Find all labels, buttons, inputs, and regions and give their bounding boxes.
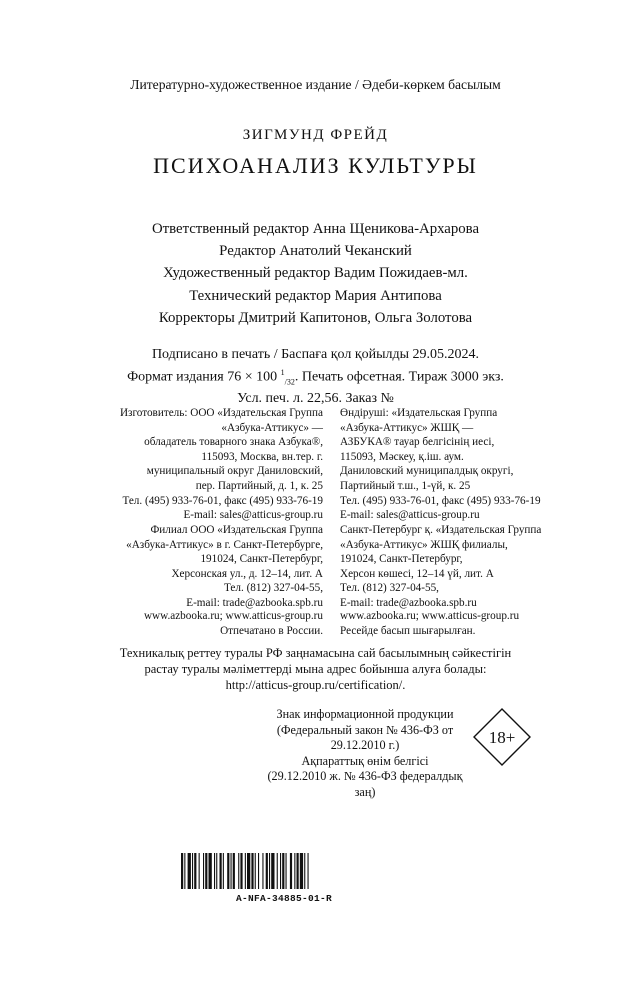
- barcode-bar: [220, 853, 222, 889]
- publisher-ru-line: Изготовитель: ООО «Издательская Группа: [119, 407, 323, 419]
- signed-line: Подписано в печать / Баспаға қол қойылды 29.05.2024.: [151, 347, 480, 362]
- tech-reg-line: растау туралы мәліметтерді мына адрес бойынша алуға болады:: [144, 661, 487, 676]
- barcode-bar: [194, 853, 196, 889]
- publisher-ru-line: E-mail: sales@atticus-group.ru: [183, 509, 323, 522]
- branch-ru-line: Тел. (812) 327-04-55,: [224, 582, 323, 595]
- barcode: [181, 853, 387, 889]
- info-sign-line: Знак информационной продукции: [276, 707, 454, 721]
- credit-line: Художественный редактор Вадим Пожидаев-мл.: [163, 265, 468, 282]
- credit-line: Технический редактор Мария Антипова: [189, 287, 442, 304]
- branch-kz-line: «Азбука-Аттикус» ЖШҚ филиалы,: [340, 538, 508, 551]
- branch-ru-line: Филиал ООО «Издательская Группа: [150, 524, 323, 536]
- credits-block: [0, 218, 631, 329]
- branch-ru-line: «Азбука-Аттикус» в г. Санкт-Петербурге,: [126, 538, 323, 551]
- barcode-bar: [290, 853, 292, 889]
- barcode-bar: [271, 853, 274, 889]
- barcode-bar: [304, 853, 305, 889]
- credit-line: Корректоры Дмитрий Капитонов, Ольга Золотова: [158, 309, 473, 326]
- barcode-bar: [245, 853, 246, 889]
- barcode-bar: [181, 853, 183, 889]
- web-ru: [83, 609, 323, 638]
- publisher-kz-line: 115093, Мәскеу, қ.іш. аум.: [340, 450, 464, 463]
- publisher-kz-line: «Азбука-Аттикус» ЖШҚ —: [340, 421, 474, 434]
- format-den: /32: [284, 376, 295, 386]
- format-line: [0, 364, 631, 391]
- certification-link[interactable]: http://atticus-group.ru/certification/.: [225, 677, 406, 692]
- barcode-bar: [199, 853, 200, 889]
- tech-regulation: [0, 646, 631, 693]
- branch-kz-line: Санкт-Петербург қ. «Издательская Группа: [340, 524, 542, 536]
- web-kz-line: www.azbooka.ru; www.atticus-group.ru: [340, 610, 520, 622]
- format-num: 1: [280, 367, 285, 377]
- format-post: . Печать офсетная. Тираж 3000 экз.: [294, 369, 504, 385]
- barcode-bar: [214, 853, 215, 889]
- barcode-bar: [297, 853, 299, 889]
- age-rating-badge: [472, 707, 532, 767]
- publisher-ru-line: 115093, Москва, вн.тер. г.: [201, 450, 323, 463]
- web-ru-line: Отпечатано в России.: [220, 624, 323, 637]
- tech-reg-line: Техникалық реттеу туралы РФ заңнамасына сай басылымның сәйкестігін: [119, 646, 512, 660]
- barcode-bar: [308, 853, 309, 889]
- branch-kz-line: Тел. (812) 327-04-55,: [340, 582, 439, 595]
- book-title: ПСИХОАНАЛИЗ КУЛЬТУРЫ: [153, 153, 478, 178]
- publisher-kz-line: АЗБУКА® тауар белгісінің иесі,: [340, 436, 495, 449]
- barcode-bar: [251, 853, 253, 889]
- barcode-bars: [181, 853, 309, 889]
- age-rating-text: 18+: [488, 728, 516, 747]
- credit-line: Ответственный редактор Анна Щеникова-Архарова: [151, 221, 480, 237]
- barcode-bar: [247, 853, 250, 889]
- barcode-bar: [286, 853, 287, 889]
- barcode-bar: [238, 853, 239, 889]
- info-sign-line: (29.12.2010 ж. № 436-ФЗ федералдық заң): [267, 769, 463, 799]
- barcode-bar: [231, 853, 232, 889]
- publisher-ru-line: Тел. (495) 933-76-01, факс (495) 933-76-19: [122, 494, 323, 507]
- barcode-bar: [205, 853, 207, 889]
- barcode-bar: [203, 853, 204, 889]
- info-sign-line: (Федеральный закон № 436-ФЗ от 29.12.2010 г.): [276, 722, 454, 753]
- branch-kz: [340, 523, 590, 611]
- format-pre: Формат издания 76 × 100: [127, 369, 281, 385]
- barcode-bar: [294, 853, 295, 889]
- branch-ru: [83, 523, 323, 611]
- barcode-bar: [223, 853, 224, 889]
- credit-line: Редактор Анатолий Чеканский: [219, 243, 412, 260]
- publisher-kz: [340, 406, 590, 523]
- info-sign-line: Ақпараттық өнім белгісі: [301, 753, 429, 768]
- barcode-bar: [266, 853, 268, 889]
- web-kz-line: Ресейде басып шығарылған.: [340, 624, 476, 637]
- edition-type: Литературно-художественное издание / Әдеби-көркем басылым: [130, 77, 501, 92]
- branch-ru-line: E-mail: trade@azbooka.spb.ru: [186, 596, 323, 609]
- barcode-text: A-NFA-34885-01-R: [235, 893, 332, 904]
- branch-ru-line: 191024, Санкт-Петербург,: [200, 553, 323, 566]
- barcode-bar: [209, 853, 212, 889]
- publisher-kz-line: Тел. (495) 933-76-01, факс (495) 933-76-19: [340, 494, 541, 507]
- barcode-bar: [258, 853, 259, 889]
- publisher-ru-line: пер. Партийный, д. 1, к. 25: [195, 479, 323, 492]
- barcode-bar: [227, 853, 229, 889]
- info-product-sign: [260, 707, 470, 801]
- publisher-ru-line: обладатель товарного знака Азбука®,: [144, 436, 323, 449]
- author-name: ЗИГМУНД ФРЕЙД: [242, 127, 389, 143]
- branch-kz-line: E-mail: trade@azbooka.spb.ru: [340, 596, 477, 609]
- barcode-bar: [282, 853, 284, 889]
- barcode-bar: [277, 853, 278, 889]
- barcode-bar: [188, 853, 191, 889]
- branch-kz-line: Херсон көшесі, 12–14 үй, лит. А: [340, 567, 494, 580]
- barcode-bar: [280, 853, 281, 889]
- barcode-bar: [184, 853, 185, 889]
- barcode-bar: [269, 853, 270, 889]
- print-info: [0, 346, 631, 408]
- branch-ru-line: Херсонская ул., д. 12–14, лит. А: [171, 567, 323, 580]
- publisher-ru-line: «Азбука-Аттикус» —: [221, 421, 323, 434]
- web-kz: [340, 609, 590, 638]
- publisher-kz-line: Даниловский муниципалдық округі,: [340, 465, 514, 478]
- barcode-bar: [216, 853, 217, 889]
- publisher-kz-line: Партийный т.ш., 1-үй, к. 25: [340, 479, 471, 492]
- barcode-bar: [240, 853, 242, 889]
- publisher-kz-line: Өндіруші: «Издательская Группа: [340, 407, 498, 419]
- publisher-ru: [83, 406, 323, 523]
- web-ru-line: www.azbooka.ru; www.atticus-group.ru: [143, 610, 323, 622]
- barcode-bar: [255, 853, 256, 889]
- publisher-kz-line: E-mail: sales@atticus-group.ru: [340, 509, 480, 522]
- barcode-bar: [300, 853, 303, 889]
- barcode-bar: [233, 853, 235, 889]
- barcode-bar: [262, 853, 263, 889]
- branch-kz-line: 191024, Санкт-Петербург,: [340, 553, 463, 566]
- barcode-bar: [192, 853, 193, 889]
- sheets-line: Усл. печ. л. 22,56. Заказ №: [237, 391, 394, 407]
- publisher-ru-line: муниципальный округ Даниловский,: [146, 465, 323, 478]
